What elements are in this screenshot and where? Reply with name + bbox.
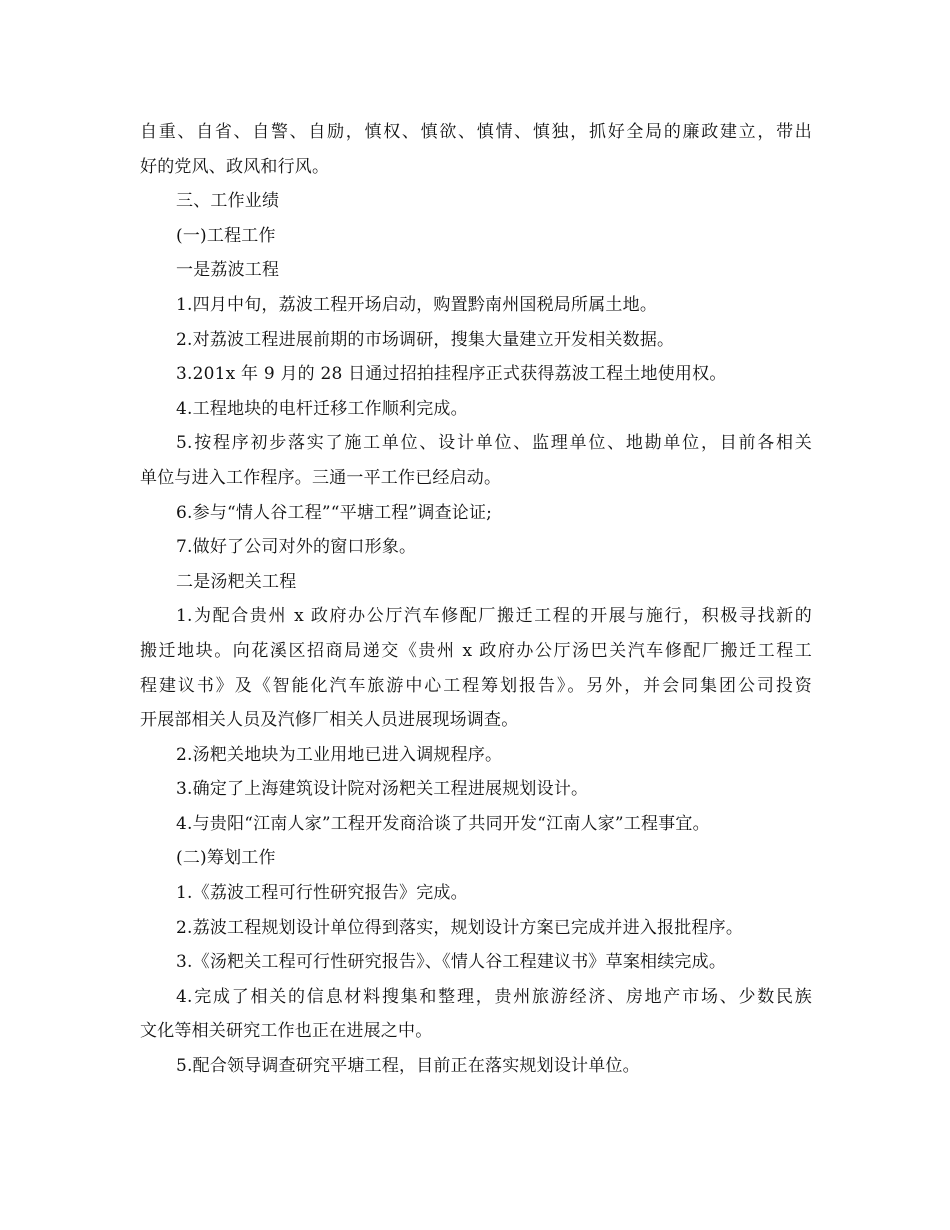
list-item: 1.四月中旬，荔波工程开场启动，购置黔南州国税局所属土地。: [176, 294, 658, 315]
project-heading: 二是汤粑关工程: [176, 571, 297, 592]
paragraph-line: 自重、自省、自警、自励，慎权、慎欲、慎情、慎独，抓好全局的廉政建立，带出: [140, 122, 812, 142]
document-page: [140, 115, 812, 1084]
list-item: 4.完成了相关的信息材料搜集和整理，贵州旅游经济、房地产市场、少数民族: [176, 986, 812, 1007]
list-item: 6.参与“情人谷工程”“平塘工程”调查论证;: [176, 502, 493, 523]
list-item: 5.配合领导调查研究平塘工程，目前正在落实规划设计单位。: [176, 1056, 640, 1077]
list-item: 4.与贵阳“江南人家”工程开发商洽谈了共同开发“江南人家”工程事宜。: [176, 813, 710, 834]
list-item-continuation: 文化等相关研究工作也正在进展之中。: [140, 1021, 433, 1042]
list-item-continuation: 单位与进入工作程序。三通一平工作已经启动。: [140, 467, 502, 488]
paragraph-line: 好的党风、政风和行风。: [140, 156, 330, 177]
list-item: 3.201x 年 9 月的 28 日通过招拍挂程序正式获得荔波工程土地使用权。: [176, 364, 727, 385]
list-item: 3.确定了上海建筑设计院对汤粑关工程进展规划设计。: [176, 779, 589, 800]
list-item: 7.做好了公司对外的窗口形象。: [176, 537, 417, 558]
subsection-heading: (二)筹划工作: [176, 848, 276, 869]
list-item: 1.为配合贵州 x 政府办公厅汽车修配厂搬迁工程的开展与施行，积极寻找新的: [176, 606, 812, 627]
subsection-heading: (一)工程工作: [176, 225, 276, 246]
list-item: 1.《荔波工程可行性研究报告》完成。: [176, 883, 468, 904]
list-item: 4.工程地块的电杆迁移工作顺利完成。: [176, 398, 468, 419]
list-item: 5.按程序初步落实了施工单位、设计单位、监理单位、地勘单位，目前各相关: [176, 433, 812, 454]
list-item-continuation: 搬迁地块。向花溪区招商局递交《贵州 x 政府办公厅汤巴关汽车修配厂搬迁工程工: [140, 640, 812, 661]
list-item-continuation: 程建议书》及《智能化汽车旅游中心工程筹划报告》。另外，并会同集团公司投资: [140, 675, 812, 696]
list-item: 3.《汤粑关工程可行性研究报告》、《情人谷工程建议书》草案相续完成。: [176, 952, 727, 973]
list-item-continuation: 开展部相关人员及汽修厂相关人员进展现场调查。: [140, 710, 519, 731]
section-heading: 三、工作业绩: [176, 191, 280, 212]
list-item: 2.汤粑关地块为工业用地已进入调规程序。: [176, 744, 503, 765]
list-item: 2.荔波工程规划设计单位得到落实，规划设计方案已完成并进入报批程序。: [176, 917, 744, 938]
project-heading: 一是荔波工程: [176, 260, 280, 281]
list-item: 2.对荔波工程进展前期的市场调研，搜集大量建立开发相关数据。: [176, 329, 675, 350]
